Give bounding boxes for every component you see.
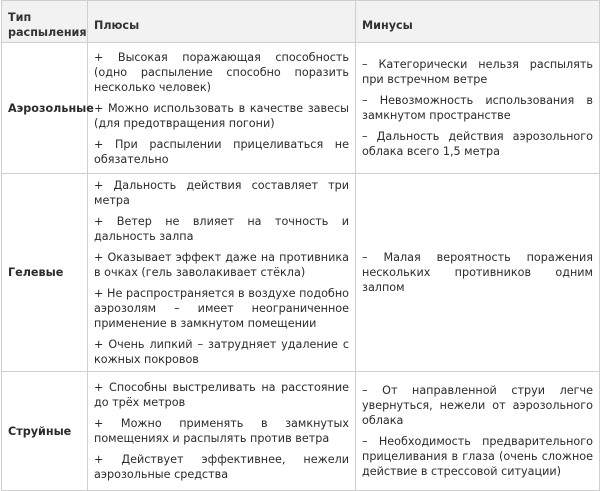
header-row [2,1,600,43]
pros-item: + Ветер не влияет на точность и дальность залпа [94,215,349,243]
pros-item: + Оказывает эффект даже на противника в очках (гель заволакивает стёкла) [94,251,349,279]
cons-cell-jet [356,372,600,491]
cons-item: – Дальность действия аэрозольного облака всего 1,5 метра [362,130,593,158]
type-cell-gel: Гелевые [2,174,88,372]
pros-item: + Высокая поражающая способность (одно распыление способно поразить несколько человек) [94,50,349,94]
pros-item: + Можно применять в замкнутых помещениях и распылять против ветра [94,417,349,445]
pros-item: + Очень липкий – затрудняет удаление с кожных покровов [94,338,349,366]
cons-cell-gel [356,174,600,372]
cons-item: – Невозможность использования в замкнутом пространстве [362,94,593,122]
header-pros: Плюсы [88,1,356,43]
table-row-gel [2,174,600,372]
cons-item: – От направленной струи легче увернуться, нежели от аэрозольного облака [362,384,593,427]
comparison-table [1,0,600,491]
cons-item: – Малая вероятность поражения нескольких противников одним залпом [362,251,593,294]
cons-item: – Необходимость предварительного прицеливания в глаза (очень сложное действие в стрессовой ситуации) [362,435,593,478]
pros-cell-aerosol [88,43,356,174]
pros-item: + Можно использовать в качестве завесы (для предотвращения погони) [94,101,349,130]
pros-cell-gel [88,174,356,372]
pros-item: + Способны выстреливать на расстояние до трёх метров [94,381,349,409]
type-cell-jet: Струйные [2,372,88,491]
header-type: Тип распыления [2,1,88,43]
pros-item: + Действует эффективнее, нежели аэрозольные средства [94,453,349,481]
type-cell-aerosol: Аэрозольные [2,43,88,174]
header-cons: Минусы [356,1,600,43]
table-row-aerosol [2,43,600,174]
pros-item: + При распылении прицеливаться не обязательно [94,137,349,166]
pros-item: + Дальность действия составляет три метра [94,179,349,207]
pros-item: + Не распространяется в воздухе подобно аэрозолям – имеет неограниченное применение в замкнутом помещении [94,287,349,330]
table-row-jet [2,372,600,491]
pros-cell-jet [88,372,356,491]
cons-cell-aerosol [356,43,600,174]
cons-item: – Категорически нельзя распылять при встречном ветре [362,58,593,86]
